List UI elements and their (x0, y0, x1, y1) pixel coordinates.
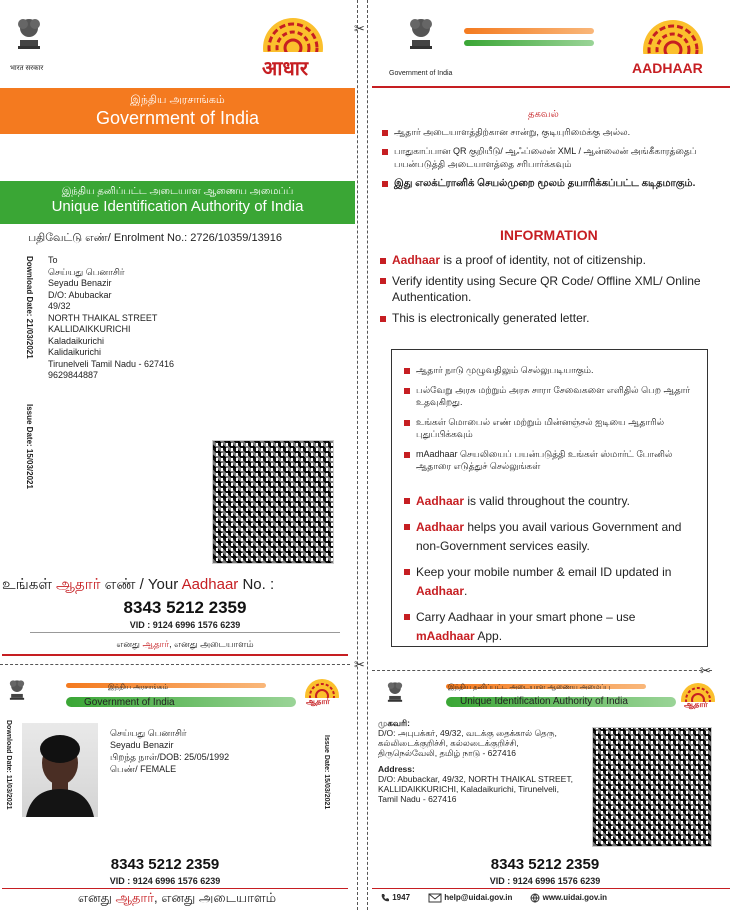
bullet-icon (404, 569, 410, 575)
aadhaar-logo-icon (302, 676, 342, 698)
name-english: Seyadu Benazir (110, 740, 174, 750)
box-item: Aadhaar helps you avail various Government and non-Government services easily. (404, 518, 695, 556)
flag-swoosh-orange (464, 28, 594, 34)
bullet-icon (404, 498, 410, 504)
aadhaar-logo-icon (628, 14, 718, 54)
contact-email: help@uidai.gov.in (428, 893, 512, 903)
aadhaar-logo-text: आधार (262, 58, 309, 80)
qr-code (212, 440, 334, 564)
address-line: Kaladaikurichi (48, 335, 105, 346)
vid-number: VID : 9124 6996 1576 6239 (489, 876, 601, 886)
box-tamil-item: mAadhaar செயலியைப் பயன்படுத்தி உங்கள் ஸ்மார்ட் போனில் ஆதாரை எடுத்துச் செல்லுங்கள் (404, 448, 695, 472)
bullet-icon (404, 614, 410, 620)
bullet-icon (382, 149, 388, 155)
uidai-band (0, 181, 355, 224)
your-aadhaar-label: உங்கள் ஆதார் எண் / Your Aadhaar No. : (2, 576, 275, 593)
info-item: This is electronically generated letter. (380, 310, 725, 326)
box-tamil-item: உங்கள் மொபைல் எண் மற்றும் மின்னஞ்சல் ஐடியை ஆதாரில் புதுப்பிக்கவும் (404, 416, 695, 440)
address-line: Kalidaikurichi (48, 347, 102, 357)
bullet-icon (404, 368, 410, 374)
box-tamil-item: ஆதார் நாடு முழுவதிலும் செல்லுபடியாகும். (404, 364, 695, 376)
uidai-english: Unique Identification Authority of India (460, 696, 628, 707)
address-block (48, 255, 248, 382)
box-item: Aadhaar is valid throughout the country. (404, 492, 695, 511)
info-item: Aadhaar is a proof of identity, not of citizenship. (380, 252, 725, 268)
address-line: 9629844887 (48, 370, 99, 380)
horizontal-cut-line (0, 664, 350, 665)
uidai-tamil: இந்திய தனிப்பட்ட அடையாள ஆணைய அமைப்பு (448, 684, 611, 691)
bullet-icon (382, 181, 388, 187)
enrolment-number: பதிவேட்டு எண்/ Enrolment No.: 2726/10359/13916 (28, 232, 283, 244)
aadhaar-number: 8343 5212 2359 (110, 856, 220, 873)
red-line (372, 86, 730, 88)
gender: பெண்/ FEMALE (110, 764, 177, 774)
contact-web: www.uidai.gov.in (530, 893, 607, 903)
bullet-icon (404, 524, 410, 530)
card-holder-details (110, 727, 300, 775)
red-line (2, 888, 348, 889)
address-line: Tirunelveli Tamil Nadu - 627416 (48, 358, 175, 369)
aadhaar-logo-icon (248, 12, 338, 52)
horizontal-cut-line (372, 670, 712, 671)
benefits-box (391, 349, 708, 647)
email-icon (428, 893, 442, 903)
info-tamil-list (382, 126, 712, 190)
globe-icon (530, 893, 540, 903)
bullet-icon (404, 452, 410, 458)
scissor-icon: ✂ (354, 21, 365, 36)
issue-date: Issue Date: 15/03/2021 (25, 404, 34, 489)
red-line (2, 654, 348, 656)
tagline: எனது ஆதார், எனது அடையாளம் (77, 890, 277, 905)
contact-phone: 1947 (380, 893, 410, 903)
address-section (378, 718, 573, 804)
vertical-cut-line-2 (367, 0, 368, 910)
vertical-cut-line (357, 0, 358, 910)
contact-footer (380, 893, 730, 903)
address-line: KALLIDAIKKURICHI (48, 324, 131, 334)
uidai-tamil: இந்திய தனிப்பட்ட அடையாள ஆணைய அமைப்ப் (61, 186, 294, 197)
address-english: D/O: Abubackar, 49/32, NORTH THAIKAL STREET, KALLIDAIKKURICHI, Kaladaikurichi, Tirunelveli, Tamil Nadu - 627416 (378, 774, 573, 804)
emblem-label: Government of India (389, 70, 453, 77)
gov-tamil: இந்திய அரசாங்கம் (108, 684, 169, 691)
vid-number: VID : 9124 6996 1576 6239 (109, 876, 221, 886)
address-tamil-label: முகவரி: (378, 718, 410, 728)
ashoka-emblem-icon (12, 14, 46, 60)
info-heading: INFORMATION (500, 227, 598, 243)
bullet-icon (382, 130, 388, 136)
aadhaar-logo-text: AADHAAR (632, 60, 703, 76)
address-line: D/O: Abubackar (48, 289, 112, 300)
address-line: செய்யது பெனாசிர் (48, 266, 125, 277)
bullet-icon (404, 420, 410, 426)
address-label: Address: (378, 764, 415, 774)
bullet-icon (380, 316, 386, 322)
divider (30, 632, 340, 633)
qr-code (592, 727, 712, 847)
emblem-label: भारत सरकार (10, 65, 44, 72)
address-line: NORTH THAIKAL STREET (48, 312, 158, 323)
bullet-icon (380, 258, 386, 264)
ashoka-emblem-icon (384, 678, 406, 710)
info-tamil-item: பாதுகாப்பான QR குறியீடு/ ஆஃப்லைன் XML / ஆன்லைன் அங்கீகாரத்தைப் பயன்படுத்தி அடையாளத்தை சரிபார்க்கவும் (382, 145, 712, 171)
box-item: Keep your mobile number & email ID updated in Aadhaar. (404, 563, 695, 601)
flag-swoosh-green (464, 40, 594, 46)
photo (22, 723, 98, 817)
info-list (380, 252, 725, 331)
name-tamil: செய்யது பெனாசிர் (110, 728, 187, 738)
download-date: Download Date: 11/03/2021 (5, 720, 12, 810)
aadhaar-number: 8343 5212 2359 (490, 856, 600, 873)
info-item: Verify identity using Secure QR Code/ Offline XML/ Online Authentication. (380, 273, 725, 305)
issue-date: Issue Date: 15/03/2021 (323, 735, 330, 810)
gov-tamil: இந்திய அரசாங்கம் (130, 94, 225, 106)
aadhaar-logo-text: ஆதார் (306, 697, 330, 706)
info-tamil-item: ஆதார் அடையாளத்திற்கான சான்று, குடியுரிமைக்கு அல்ல. (382, 126, 712, 139)
address-tamil: D/O: அபுபக்கர், 49/32, வடக்கு தைக்கால் தெரு, கல்லிடைக்குறிச்சி, கல்லடைக்குறிச்சி, திருநெல்வேலி, தமிழ் நாடு - 627416 (378, 728, 557, 758)
dob: பிறந்த நாள்/DOB: 25/05/1992 (110, 752, 230, 762)
bullet-icon (404, 388, 410, 394)
tagline: எனது ஆதார், எனது அடையாளம் (116, 639, 254, 649)
download-date: Download Date: 21/03/2021 (25, 256, 34, 359)
person-photo-icon (22, 723, 98, 817)
scissor-icon: ✂ (354, 657, 365, 672)
uidai-english: Unique Identification Authority of India (51, 198, 304, 215)
aadhaar-logo-icon (678, 680, 718, 702)
ashoka-emblem-icon (404, 14, 438, 60)
info-tamil-item: இது எலக்ட்ரானிக் செயல்முறை மூலம் தயாரிக்கப்பட்ட கடிதமாகும். (382, 177, 712, 190)
vid-number: VID : 9124 6996 1576 6239 (129, 620, 241, 630)
address-line: To (48, 255, 58, 265)
gov-english: Government of India (84, 697, 175, 708)
red-line (372, 888, 730, 889)
box-tamil-item: பல்வேறு அரசு மற்றும் அரசு சாரா சேவைகளை எளிதில் பெற ஆதார் உதவுகிறது. (404, 384, 695, 408)
aadhaar-logo-text: ஆதார் (684, 700, 708, 709)
scissor-icon: ✂ (700, 663, 711, 678)
aadhaar-number: 8343 5212 2359 (123, 598, 247, 617)
info-tamil-heading: தகவல் (528, 109, 559, 120)
address-line: 49/32 (48, 301, 71, 311)
bullet-icon (380, 278, 386, 284)
address-line: Seyadu Benazir (48, 278, 112, 288)
ashoka-emblem-icon (6, 676, 28, 708)
box-item: Carry Aadhaar in your smart phone – use mAadhaar App. (404, 608, 695, 646)
gov-english: Government of India (95, 108, 260, 128)
gov-band (0, 88, 355, 134)
phone-icon (380, 893, 390, 903)
